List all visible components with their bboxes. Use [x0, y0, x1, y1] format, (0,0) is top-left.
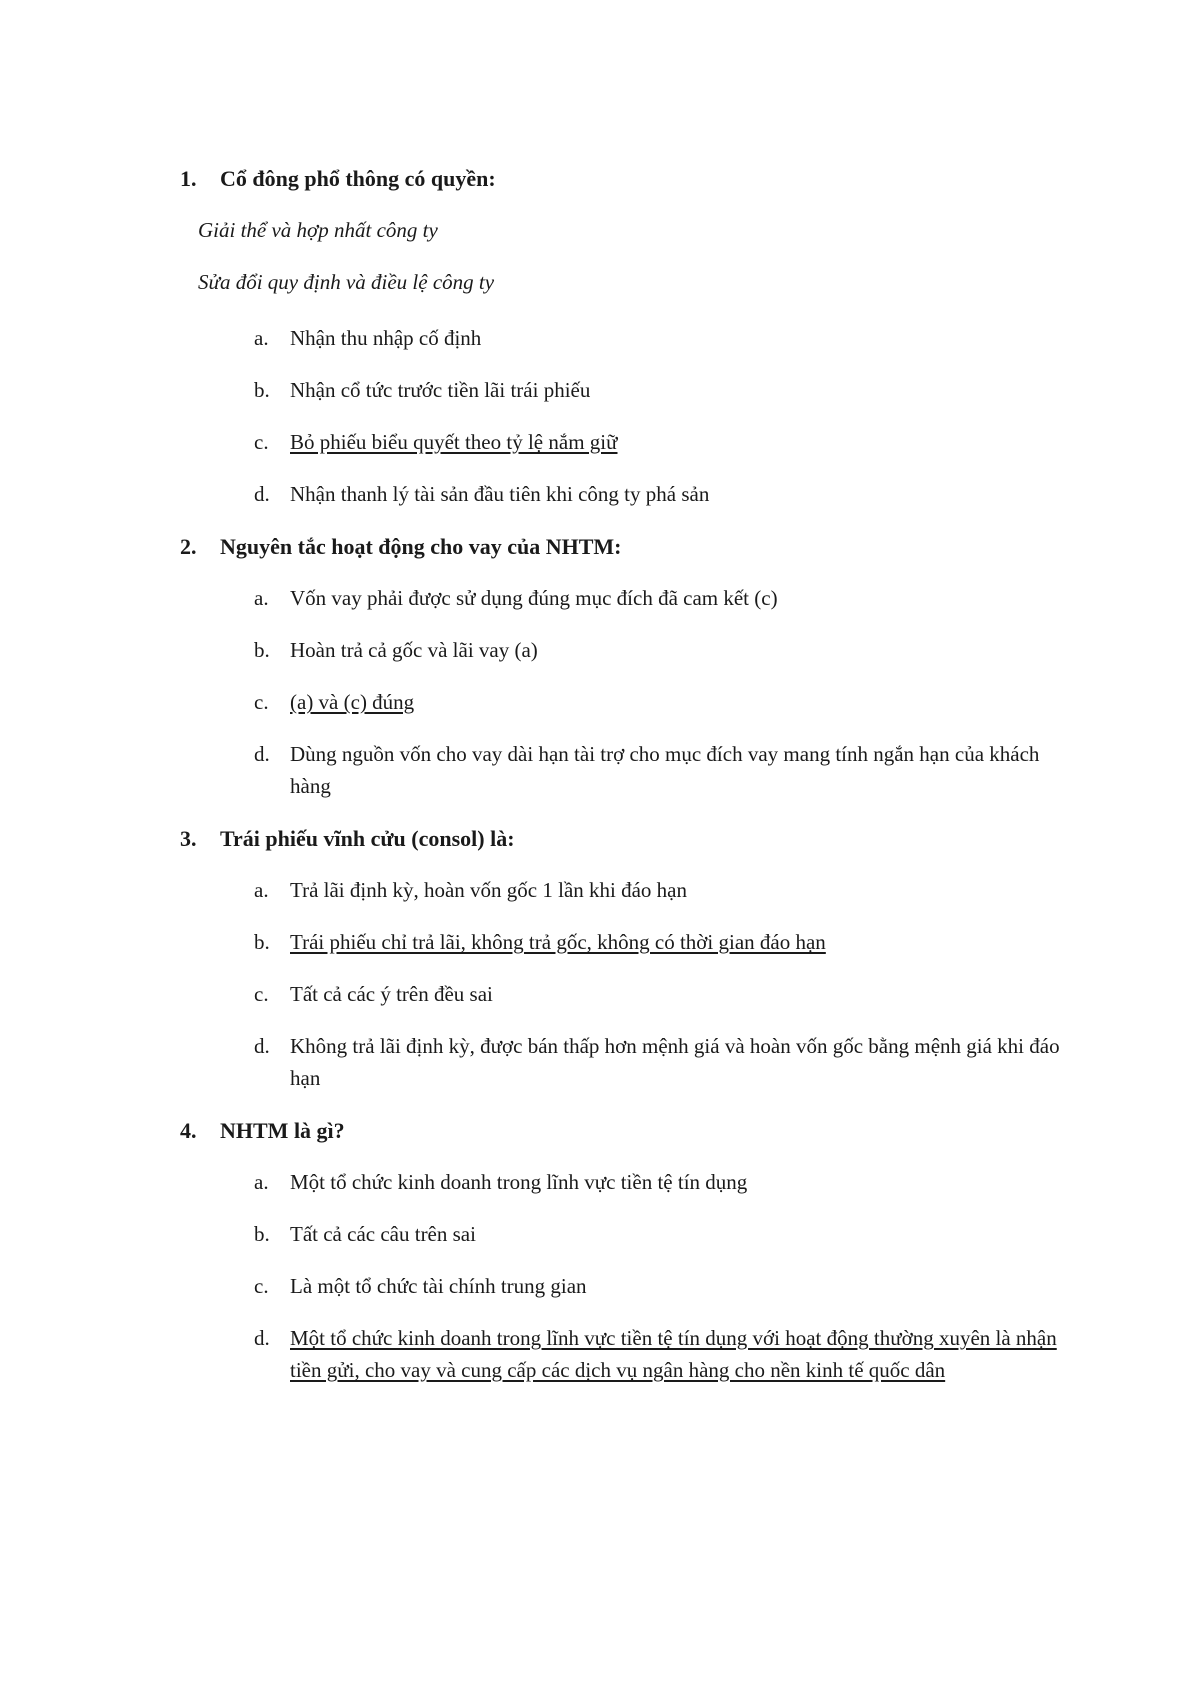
option-item	[254, 322, 1074, 354]
option-text: Nhận cổ tức trước tiền lãi trái phiếu	[290, 378, 591, 402]
option-letter: b.	[254, 638, 270, 662]
question-number: 1.	[180, 166, 197, 191]
option-item	[254, 978, 1074, 1010]
option-text: Là một tổ chức tài chính trung gian	[290, 1274, 587, 1298]
correct-answer-text: Trái phiếu chỉ trả lãi, không trả gốc, không có thời gian đáo hạn	[290, 930, 826, 954]
option-item	[254, 426, 1074, 458]
option-letter: d.	[254, 742, 270, 766]
option-item	[254, 686, 1074, 718]
option-letter: a.	[254, 586, 269, 610]
option-item	[254, 478, 1074, 510]
option-letter: c.	[254, 690, 269, 714]
question-text: Cổ đông phổ thông có quyền:	[220, 166, 496, 191]
option-text: Nhận thu nhập cố định	[290, 326, 482, 350]
option-letter: c.	[254, 982, 269, 1006]
option-item	[254, 634, 1074, 666]
option-letter: b.	[254, 1222, 270, 1246]
option-item	[254, 374, 1074, 406]
option-text: Không trả lãi định kỳ, được bán thấp hơn mệnh giá và hoàn vốn gốc bằng mệnh giá khi đáo hạn	[290, 1034, 1060, 1090]
question-1-note: Giải thể và hợp nhất công ty	[198, 218, 438, 242]
option-letter: c.	[254, 1274, 269, 1298]
correct-answer-text: (a) và (c) đúng	[290, 690, 415, 714]
option-text: Một tổ chức kinh doanh trong lĩnh vực tiền tệ tín dụng	[290, 1170, 748, 1194]
option-letter: c.	[254, 430, 269, 454]
option-item	[254, 1166, 1074, 1198]
option-text: Tất cả các câu trên sai	[290, 1222, 476, 1246]
option-text: Tất cả các ý trên đều sai	[290, 982, 493, 1006]
option-letter: b.	[254, 930, 270, 954]
option-item	[254, 874, 1074, 906]
option-item	[254, 926, 1074, 958]
question-4-title	[180, 1118, 345, 1144]
option-text: Vốn vay phải được sử dụng đúng mục đích đã cam kết (c)	[290, 586, 778, 610]
question-2-title	[180, 534, 622, 560]
option-item	[254, 1218, 1074, 1250]
correct-answer-text: Bỏ phiếu biểu quyết theo tỷ lệ nắm giữ	[290, 430, 618, 454]
correct-answer-text: Một tổ chức kinh doanh trong lĩnh vực tiền tệ tín dụng với hoạt động thường xuyên là nhận tiền gửi, cho vay và cung cấp các dịch vụ ngân hàng cho nền kinh tế quốc dân	[290, 1326, 1057, 1382]
option-text: Nhận thanh lý tài sản đầu tiên khi công ty phá sản	[290, 482, 710, 506]
question-number: 4.	[180, 1118, 197, 1143]
question-text: Trái phiếu vĩnh cửu (consol) là:	[220, 826, 515, 851]
question-1-title	[180, 166, 496, 192]
option-text: Trả lãi định kỳ, hoàn vốn gốc 1 lần khi đáo hạn	[290, 878, 688, 902]
question-1-note: Sửa đổi quy định và điều lệ công ty	[198, 270, 495, 294]
option-letter: b.	[254, 378, 270, 402]
option-item	[254, 582, 1074, 614]
question-3-title	[180, 826, 515, 852]
option-letter: d.	[254, 482, 270, 506]
option-letter: d.	[254, 1034, 270, 1058]
option-item	[254, 738, 1074, 802]
question-number: 2.	[180, 534, 197, 559]
option-item	[254, 1270, 1074, 1302]
question-text: Nguyên tắc hoạt động cho vay của NHTM:	[220, 534, 622, 559]
option-text: Hoàn trả cả gốc và lãi vay (a)	[290, 638, 538, 662]
option-letter: a.	[254, 326, 269, 350]
option-item	[254, 1030, 1074, 1094]
option-letter: a.	[254, 1170, 269, 1194]
option-text: Dùng nguồn vốn cho vay dài hạn tài trợ cho mục đích vay mang tính ngắn hạn của khách hàng	[290, 742, 1040, 798]
option-letter: a.	[254, 878, 269, 902]
question-text: NHTM là gì?	[220, 1118, 345, 1143]
question-number: 3.	[180, 826, 197, 851]
option-item	[254, 1322, 1074, 1386]
option-letter: d.	[254, 1326, 270, 1350]
